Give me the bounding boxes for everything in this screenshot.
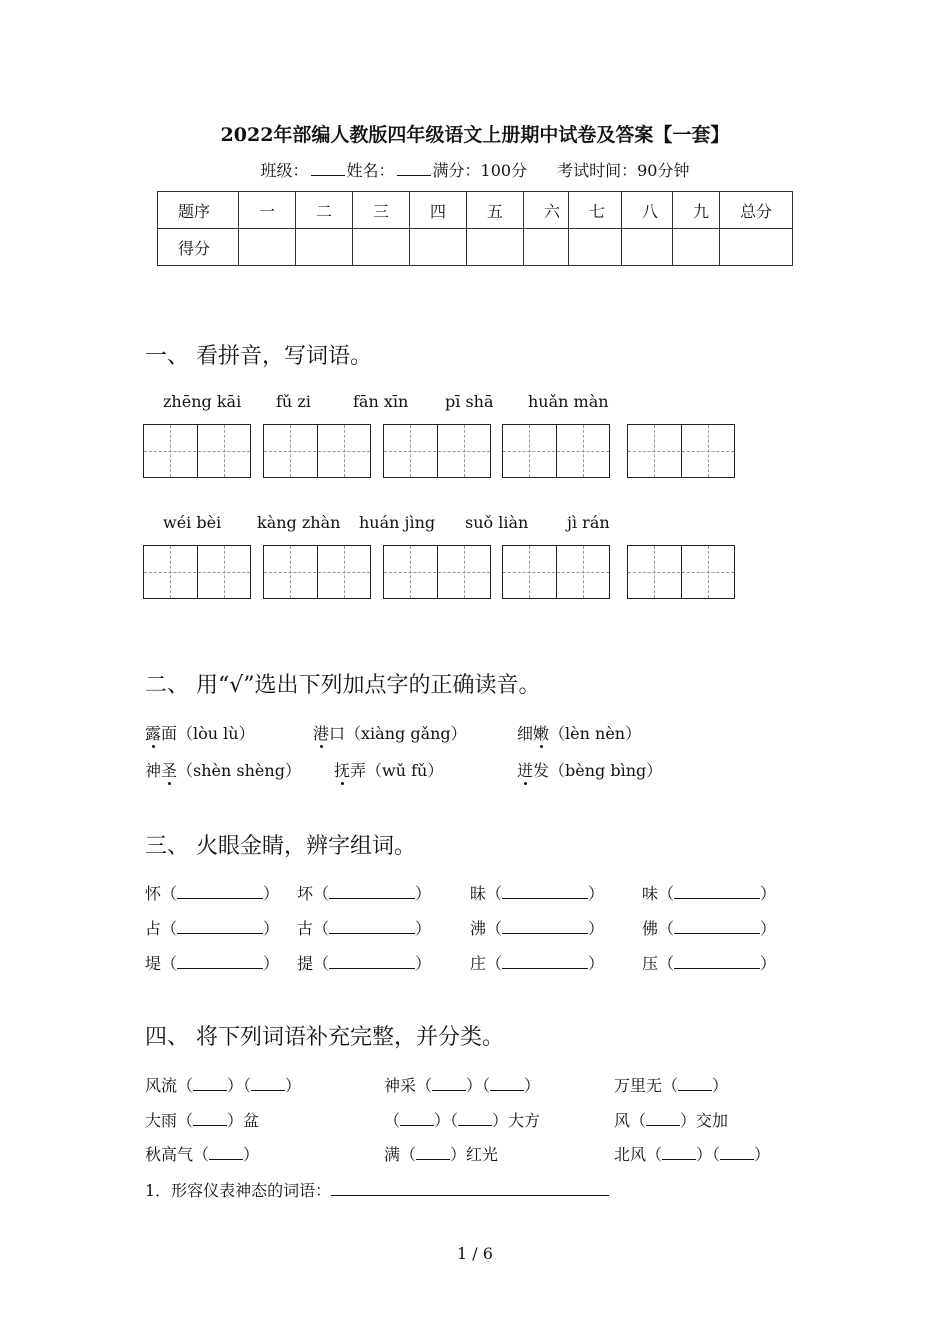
answer-blank[interactable] [502,920,588,934]
reading-options: 弄（wǔ fǔ） [350,761,444,780]
idiom-item[interactable] [614,1073,728,1096]
idiom-item[interactable] [145,1108,259,1131]
target-char: 占 [145,919,162,938]
pinyin-label: fān xīn [353,392,409,411]
close-paren: ） [588,954,605,973]
score-input-cell[interactable] [239,229,296,266]
writing-grid[interactable] [502,424,610,478]
table-cell: 七 [569,192,622,229]
table-cell: 八 [622,192,673,229]
score-table-header-row [158,192,793,229]
idiom-text: 满（ [384,1145,417,1164]
reading-options: 口（xiàng gǎng） [329,724,467,743]
score-input-cell[interactable] [296,229,353,266]
word-group-item[interactable] [145,951,279,974]
page-title: 2022年部编人教版四年级语文上册期中试卷及答案【一套】 [220,124,730,146]
open-paren: （ [161,954,178,973]
word-group-item[interactable] [145,881,279,904]
answer-blank[interactable] [177,920,263,934]
idiom-text: 大雨（ [145,1111,194,1130]
reading-options: 发（bèng bìng） [533,761,663,780]
close-paren: ） [760,919,777,938]
target-char: 堤 [145,954,162,973]
answer-blank[interactable] [720,1146,754,1160]
answer-blank[interactable] [678,1077,712,1091]
idiom-text: ）交加 [680,1111,729,1130]
close-paren: ） [263,884,280,903]
section-4-heading: 四、 将下列词语补充完整，并分类。 [145,1025,504,1050]
category-question[interactable] [145,1178,609,1201]
answer-blank[interactable] [329,920,415,934]
answer-blank[interactable] [502,885,588,899]
word-group-item[interactable] [297,951,431,974]
target-char: 味 [642,884,659,903]
word-group-item[interactable] [297,916,431,939]
table-cell: 三 [353,192,410,229]
dotted-char: 露 [145,721,161,744]
idiom-text: 风流（ [145,1076,194,1095]
dotted-char: 迸 [517,758,533,781]
pinyin-label: suǒ liàn [465,513,529,532]
target-char: 昧 [470,884,487,903]
dotted-char: 抚 [334,758,350,781]
answer-blank[interactable] [193,1077,227,1091]
answer-blank[interactable] [177,885,263,899]
table-cell: 题序 [158,192,239,229]
reading-item[interactable] [313,721,467,744]
idiom-text: ）大方 [492,1111,541,1130]
idiom-text: ） [285,1076,302,1095]
idiom-text: ） [243,1145,260,1164]
score-input-cell[interactable] [720,229,793,266]
answer-blank[interactable] [674,920,760,934]
dotted-char: 港 [313,721,329,744]
table-cell: 九 [673,192,720,229]
idiom-text: ） [754,1145,771,1164]
name-blank[interactable] [397,175,431,176]
idiom-text: 秋高气（ [145,1145,210,1164]
word-group-item[interactable] [145,916,279,939]
close-paren: ） [415,884,432,903]
answer-blank[interactable] [329,955,415,969]
idiom-text: ）（ [227,1076,252,1095]
idiom-text: ） [524,1076,541,1095]
section-3-heading: 三、 火眼金睛，辨字组词。 [145,834,416,859]
pinyin-label: pī shā [445,392,494,411]
close-paren: ） [415,919,432,938]
table-cell: 二 [296,192,353,229]
answer-blank[interactable] [646,1112,680,1126]
idiom-text: 北风（ [614,1145,663,1164]
name-label: 姓名： [346,161,395,180]
word-group-item[interactable] [470,916,604,939]
open-paren: （ [161,919,178,938]
idiom-item[interactable] [384,1108,540,1131]
idiom-item[interactable] [145,1142,259,1165]
reading-item[interactable] [517,758,662,781]
idiom-text: ）红光 [450,1145,499,1164]
close-paren: ） [263,919,280,938]
target-char: 庄 [470,954,487,973]
score-input-cell[interactable] [673,229,720,266]
word-group-item[interactable] [470,881,604,904]
answer-blank[interactable] [251,1077,285,1091]
score-table [157,191,793,266]
writing-grid[interactable] [143,424,251,478]
plain-char: 神 [145,761,162,780]
open-paren: （ [313,919,330,938]
class-blank[interactable] [311,175,345,176]
score-input-cell[interactable] [569,229,622,266]
table-cell: 总分 [720,192,793,229]
writing-grid[interactable] [263,545,371,599]
idiom-text: ） [712,1076,729,1095]
score-table-score-row [158,229,793,266]
table-cell: 一 [239,192,296,229]
close-paren: ） [588,919,605,938]
writing-grid[interactable] [627,424,735,478]
table-cell: 得分 [158,229,239,266]
answer-blank[interactable] [458,1112,492,1126]
word-group-item[interactable] [297,881,431,904]
idiom-text: 神采（ [384,1076,433,1095]
idiom-text: （ [384,1111,401,1130]
word-group-item[interactable] [642,951,776,974]
score-input-cell[interactable] [467,229,524,266]
exam-time: 考试时间：90分钟 [557,161,690,180]
writing-grid[interactable] [502,545,610,599]
pinyin-label: jì rán [567,513,610,532]
answer-blank[interactable] [209,1146,243,1160]
question-text: 1．形容仪表神态的词语： [145,1181,332,1200]
table-cell: 四 [410,192,467,229]
open-paren: （ [486,884,503,903]
idiom-text: 风（ [614,1111,647,1130]
target-char: 压 [642,954,659,973]
open-paren: （ [486,919,503,938]
word-group-item[interactable] [642,916,776,939]
close-paren: ） [760,884,777,903]
reading-options: （shèn shèng） [177,761,301,780]
writing-grid[interactable] [143,545,251,599]
answer-blank[interactable] [502,955,588,969]
dotted-char: 圣 [161,758,177,781]
reading-item[interactable] [145,758,301,781]
idiom-item[interactable] [614,1108,728,1131]
score-input-cell[interactable] [410,229,467,266]
target-char: 提 [297,954,314,973]
pinyin-label: huán jìng [359,513,436,532]
reading-options: （lèn nèn） [549,724,642,743]
idiom-item[interactable] [614,1142,770,1165]
close-paren: ） [760,954,777,973]
open-paren: （ [486,954,503,973]
idiom-text: ）盆 [227,1111,260,1130]
open-paren: （ [658,919,675,938]
full-score: 满分：100分 [432,161,528,180]
target-char: 古 [297,919,314,938]
score-input-cell[interactable] [622,229,673,266]
answer-blank[interactable] [416,1146,450,1160]
table-cell: 五 [467,192,524,229]
answer-blank[interactable] [432,1077,466,1091]
open-paren: （ [658,954,675,973]
open-paren: （ [658,884,675,903]
class-label: 班级： [260,161,309,180]
close-paren: ） [588,884,605,903]
reading-item[interactable] [517,721,641,744]
word-group-item[interactable] [642,881,776,904]
answer-blank[interactable] [329,885,415,899]
section-1-heading: 一、 看拼音，写词语。 [145,344,372,369]
open-paren: （ [313,954,330,973]
answer-blank[interactable] [400,1112,434,1126]
target-char: 沸 [470,919,487,938]
score-input-cell[interactable] [353,229,410,266]
exam-info-line [0,158,950,181]
answer-blank[interactable] [193,1112,227,1126]
open-paren: （ [313,884,330,903]
word-group-item[interactable] [470,951,604,974]
answer-blank[interactable] [490,1077,524,1091]
open-paren: （ [161,884,178,903]
reading-options: 面（lòu lù） [161,724,255,743]
pinyin-label: zhēng kāi [163,392,242,411]
answer-blank[interactable] [662,1146,696,1160]
idiom-text: ）（ [696,1145,721,1164]
close-paren: ） [415,954,432,973]
writing-grid[interactable] [383,424,491,478]
table-cell: 六 [524,192,569,229]
idiom-item[interactable] [145,1073,301,1096]
answer-blank[interactable] [177,955,263,969]
idiom-text: ）（ [466,1076,491,1095]
plain-char: 细 [517,724,534,743]
section-2-heading: 二、 用“√”选出下列加点字的正确读音。 [145,673,541,698]
target-char: 坏 [297,884,314,903]
pinyin-label: fǔ zi [276,392,311,411]
writing-grid[interactable] [627,545,735,599]
target-char: 怀 [145,884,162,903]
idiom-item[interactable] [384,1073,540,1096]
answer-blank[interactable] [674,885,760,899]
target-char: 佛 [642,919,659,938]
reading-item[interactable] [334,758,443,781]
pinyin-label: huǎn màn [528,392,609,411]
answer-line[interactable] [331,1182,609,1196]
idiom-text: ）（ [434,1111,459,1130]
dotted-char: 嫩 [533,721,549,744]
idiom-item[interactable] [384,1142,498,1165]
score-input-cell[interactable] [524,229,569,266]
idiom-text: 万里无（ [614,1076,679,1095]
pinyin-label: wéi bèi [163,513,222,532]
writing-grid[interactable] [263,424,371,478]
pinyin-label: kàng zhàn [257,513,341,532]
close-paren: ） [263,954,280,973]
page-number: 1 / 6 [457,1244,493,1263]
writing-grid[interactable] [383,545,491,599]
answer-blank[interactable] [674,955,760,969]
reading-item[interactable] [145,721,255,744]
